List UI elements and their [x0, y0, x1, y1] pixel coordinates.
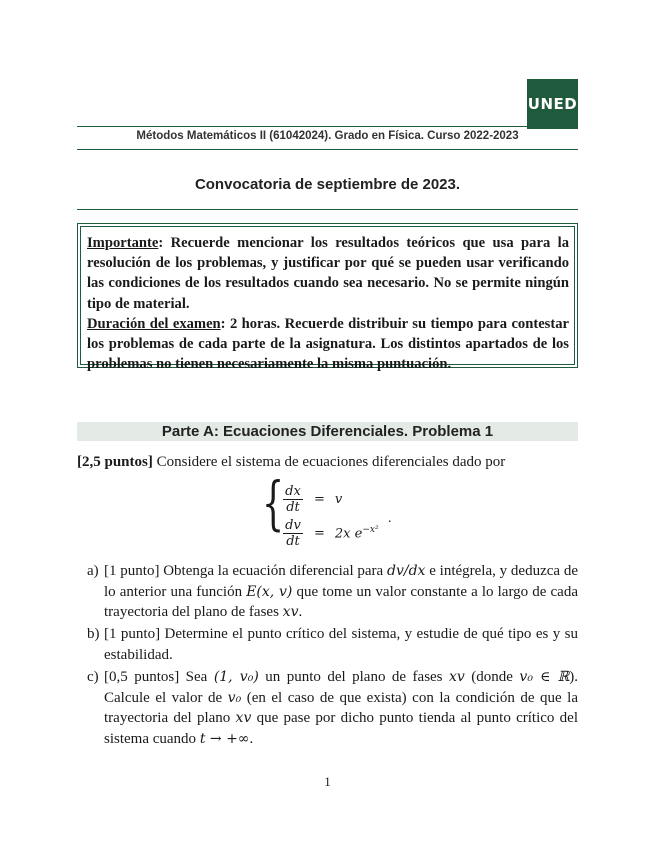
item-c-text-4: ). Calcule el valor de [104, 669, 579, 706]
item-c-math-5: xv [235, 710, 252, 726]
item-c-points: [0,5 puntos] [104, 669, 180, 685]
equation-2 [282, 516, 379, 550]
header-rule-bottom [77, 149, 578, 150]
item-c-label: c) [87, 669, 99, 685]
important-text: : Recuerde mencionar los resultados teóricos que usa para la resolución de los problemas, y justificar por qué se pueden usar verificando las condiciones de los resultados cuando sea necesario. No se permite ningún tipo de material. [87, 235, 569, 312]
system-end-period: . [388, 511, 392, 526]
item-a [87, 561, 578, 623]
item-c-text-3: (donde [464, 669, 520, 685]
eq2-numerator: dv [285, 517, 301, 533]
problem-intro-text: Considere el sistema de ecuaciones diferenciales dado por [152, 454, 506, 470]
item-a-math-3: xv [282, 604, 299, 620]
eq2-rhs-base: 2x e [334, 526, 363, 542]
item-a-text-1: Obtenga la ecuación diferencial para [159, 563, 387, 579]
item-c-math-6: t → +∞ [199, 730, 250, 747]
item-a-points: [1 punto] [104, 563, 160, 579]
item-c-math-2: xv [449, 669, 465, 685]
eq1-denominator: dt [286, 499, 300, 515]
equation-1 [282, 482, 342, 516]
item-a-text [104, 561, 578, 623]
course-header: Métodos Matemáticos II (61042024). Grado en Física. Curso 2022-2023 [136, 130, 519, 142]
header-rule-top [77, 126, 578, 127]
eq1-rhs: v [334, 491, 343, 507]
eq2-equals: = [314, 525, 325, 541]
item-c-math-3: v₀ ∈ ℝ [519, 669, 570, 685]
item-c-math-1: (1, v₀) [213, 669, 259, 685]
item-b-points: [1 punto] [104, 626, 161, 642]
item-a-text-2: e intégrela, y deduzca de lo anterior una función [104, 563, 578, 600]
logo-text: UNED [527, 95, 578, 113]
eq2-exponent: −x² [362, 524, 379, 535]
item-b-label: b) [87, 626, 100, 642]
item-c-text [104, 667, 578, 749]
item-a-math-1: dv/dx [386, 563, 426, 579]
title-rule [77, 209, 578, 210]
eq1-equals: = [314, 491, 325, 507]
item-a-text-4: . [298, 604, 303, 620]
item-b-text [104, 624, 578, 665]
problem-points: [2,5 puntos] [77, 454, 153, 470]
item-a-text-3: que tome un valor constante a lo largo de cada trayectoria del plano de fases [104, 583, 578, 620]
item-b [87, 624, 578, 665]
problem-intro [77, 454, 578, 471]
section-title: Parte A: Ecuaciones Diferenciales. Problema 1 [77, 422, 578, 441]
notice-box [77, 223, 578, 373]
item-c-math-4: v₀ [227, 689, 242, 706]
duration-label: Duración del examen [87, 315, 221, 332]
item-a-label: a) [87, 563, 99, 579]
item-c-text-2: un punto del plano de fases [258, 669, 449, 685]
item-b-text-1: Determine el punto crítico del sistema, y estudie de qué tipo es y su estabilidad. [104, 626, 578, 663]
left-brace: { [262, 469, 285, 537]
fraction-dx-dt [282, 484, 304, 515]
duration-text: : 2 horas. Recuerde distribuir su tiempo para contestar los problemas de cada parte de la asignatura. Los distintos apartados de los problemas no tienen necesariamente la misma puntuación. [87, 315, 569, 373]
eq1-numerator: dx [285, 483, 301, 499]
important-label: Importante [87, 235, 159, 251]
item-c-text-5: (en el caso de que exista) con la condición de que la trayectoria del plano [104, 689, 578, 726]
page-number: 1 [324, 774, 331, 789]
eq2-rhs [335, 525, 379, 541]
item-c-text-7: . [249, 730, 254, 747]
eq2-denominator: dt [286, 533, 300, 549]
notice-content [80, 226, 575, 373]
uned-logo [527, 79, 578, 129]
item-c [87, 667, 578, 749]
item-c-text-6: que pase por dicho punto tienda al punto crítico del sistema cuando [104, 710, 578, 747]
session-title: Convocatoria de septiembre de 2023. [194, 176, 461, 193]
item-a-math-2: E(x, v) [246, 583, 293, 600]
fraction-dv-dt [282, 518, 304, 549]
item-c-text-1: Sea [179, 669, 214, 685]
